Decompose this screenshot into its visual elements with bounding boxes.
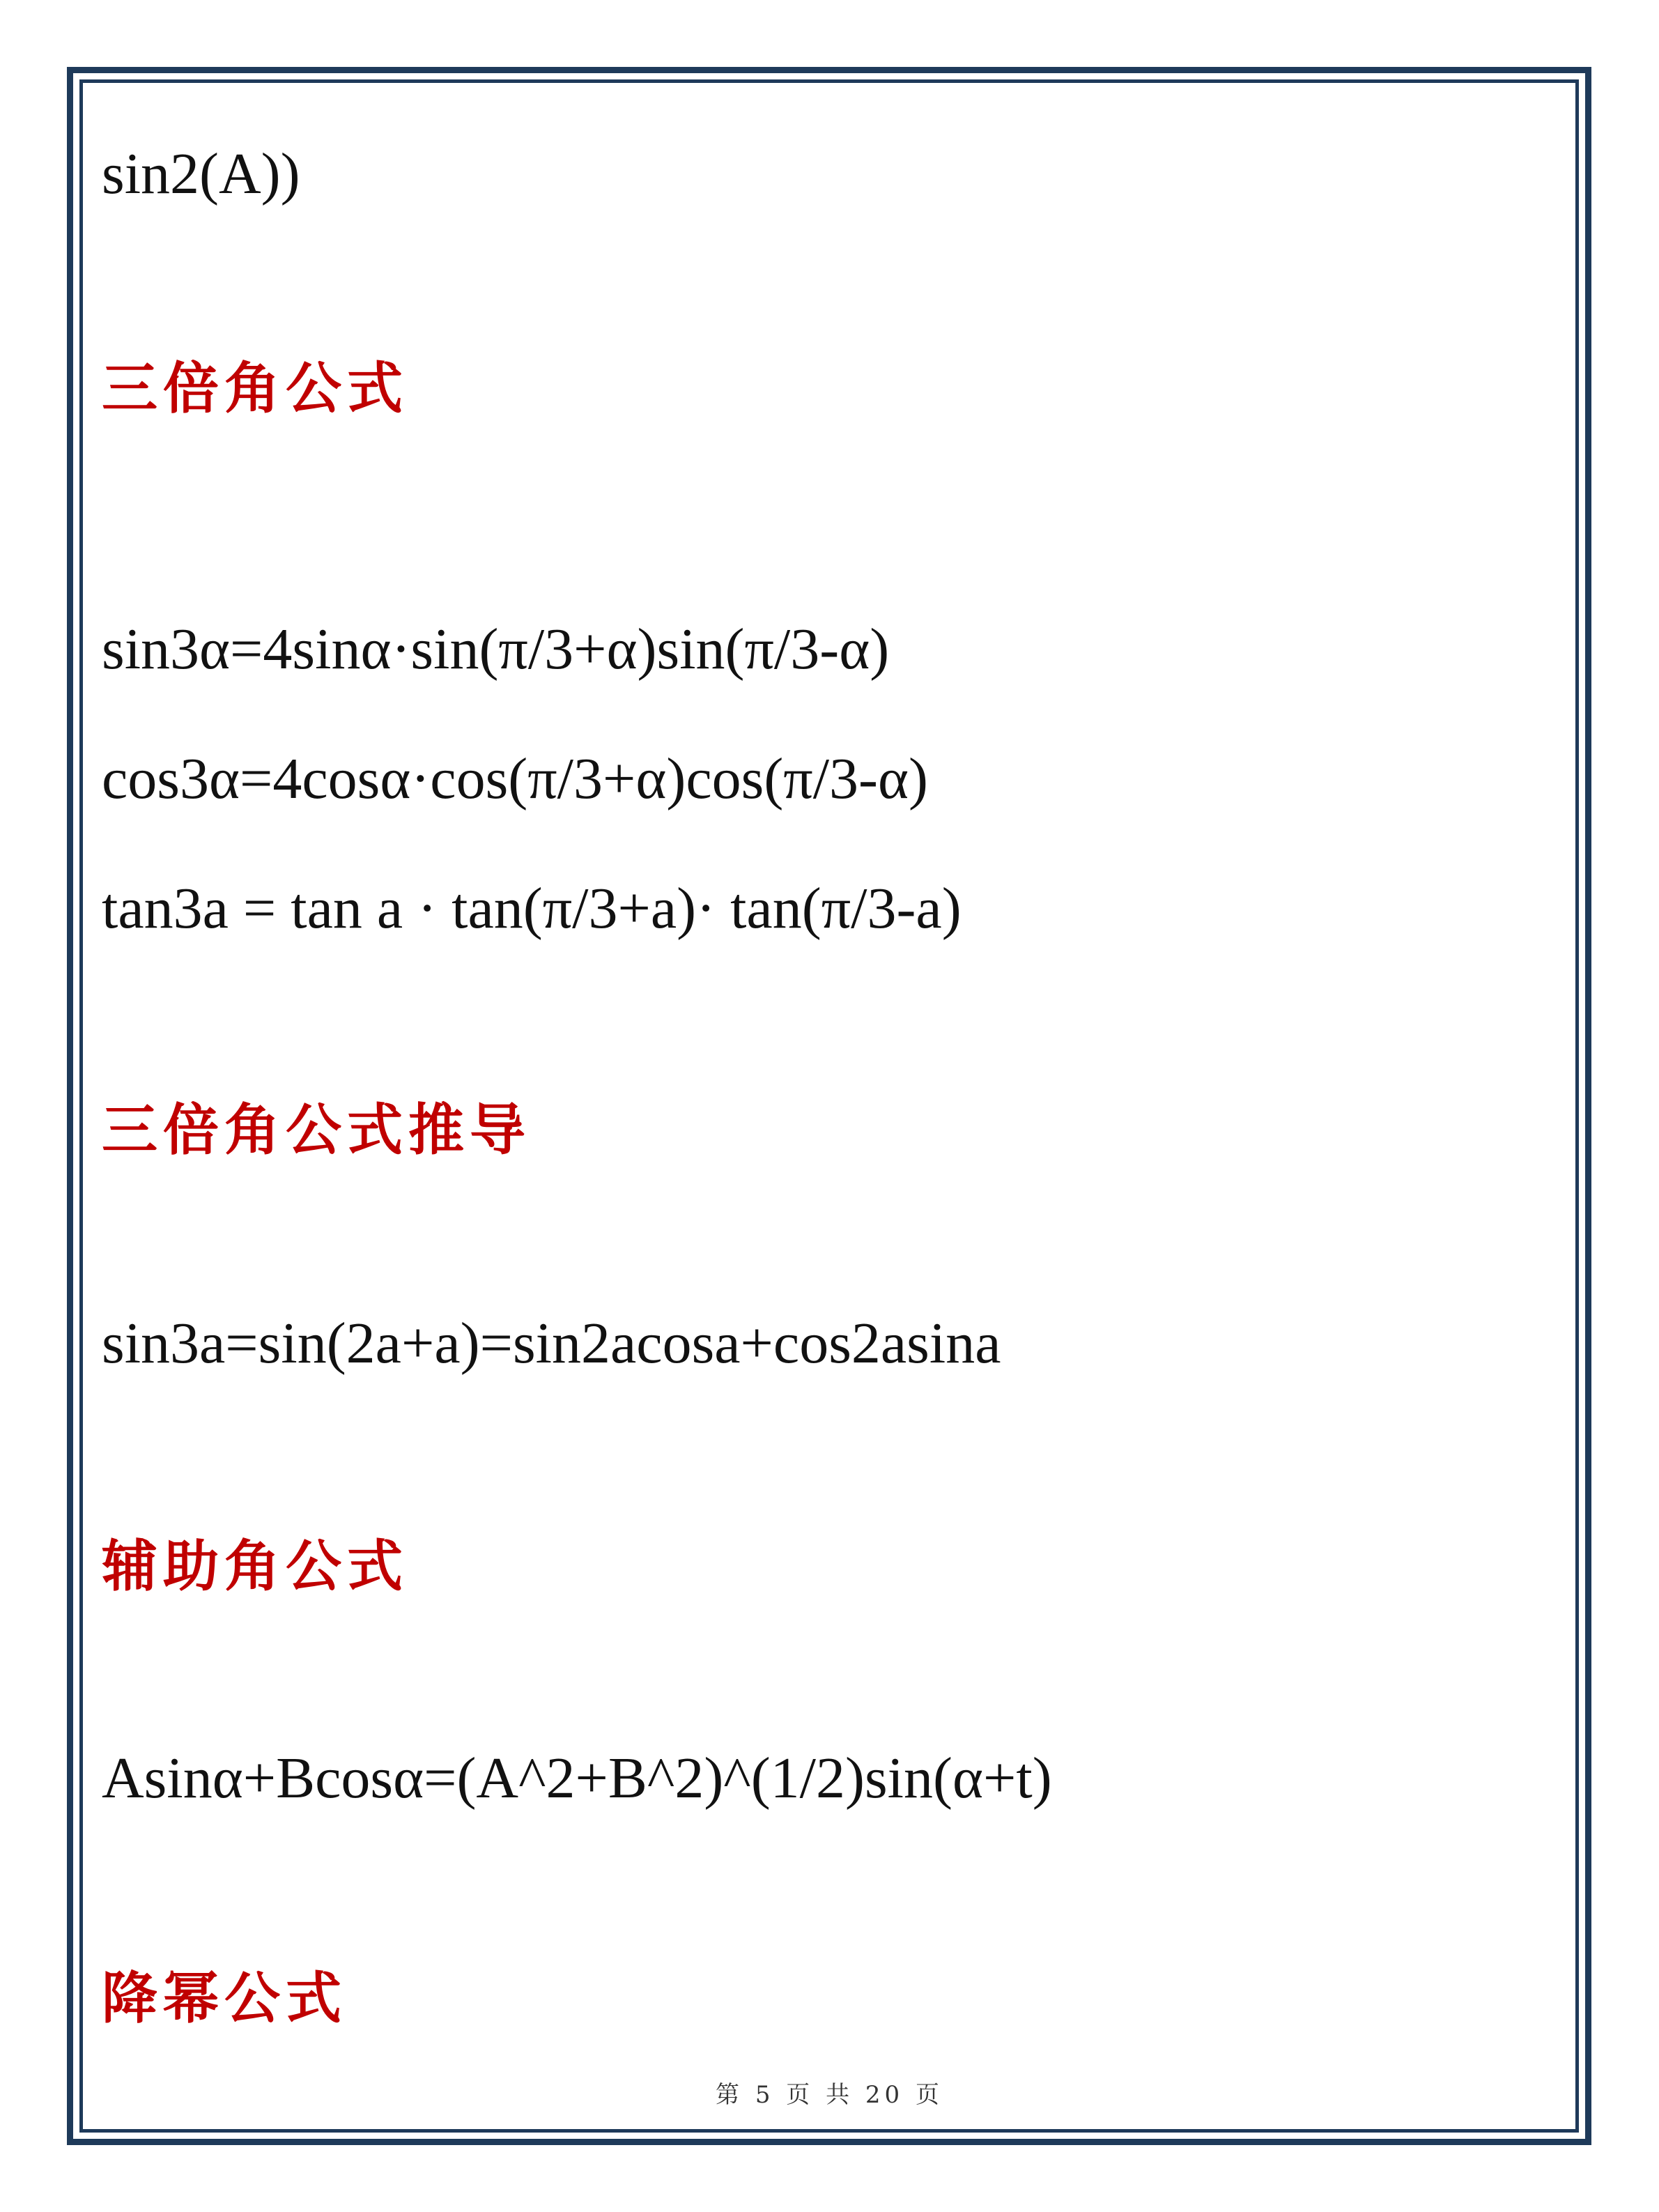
formula-sin2A-tail: sin2(A)): [102, 141, 300, 206]
heading-triple-angle: 三倍角公式: [102, 356, 408, 421]
formula-cos3a: cos3α=4cosα·cos(π/3+α)cos(π/3-α): [102, 746, 929, 811]
formula-auxiliary-angle: Asinα+Bcosα=(A^2+B^2)^(1/2)sin(α+t): [102, 1746, 1052, 1811]
formula-sin3a: sin3α=4sinα·sin(π/3+α)sin(π/3-α): [102, 617, 890, 682]
formula-sin3a-derivation: sin3a=sin(2a+a)=sin2acosa+cos2asina: [102, 1311, 1001, 1376]
page-number-footer: 第 5 页 共 20 页: [716, 2081, 943, 2109]
heading-power-reduction: 降幂公式: [102, 1966, 347, 2031]
formula-tan3a: tan3a = tan a · tan(π/3+a)· tan(π/3-a): [102, 876, 962, 941]
heading-triple-angle-derivation: 三倍角公式推导: [102, 1098, 531, 1162]
heading-auxiliary-angle: 辅助角公式: [102, 1534, 408, 1599]
